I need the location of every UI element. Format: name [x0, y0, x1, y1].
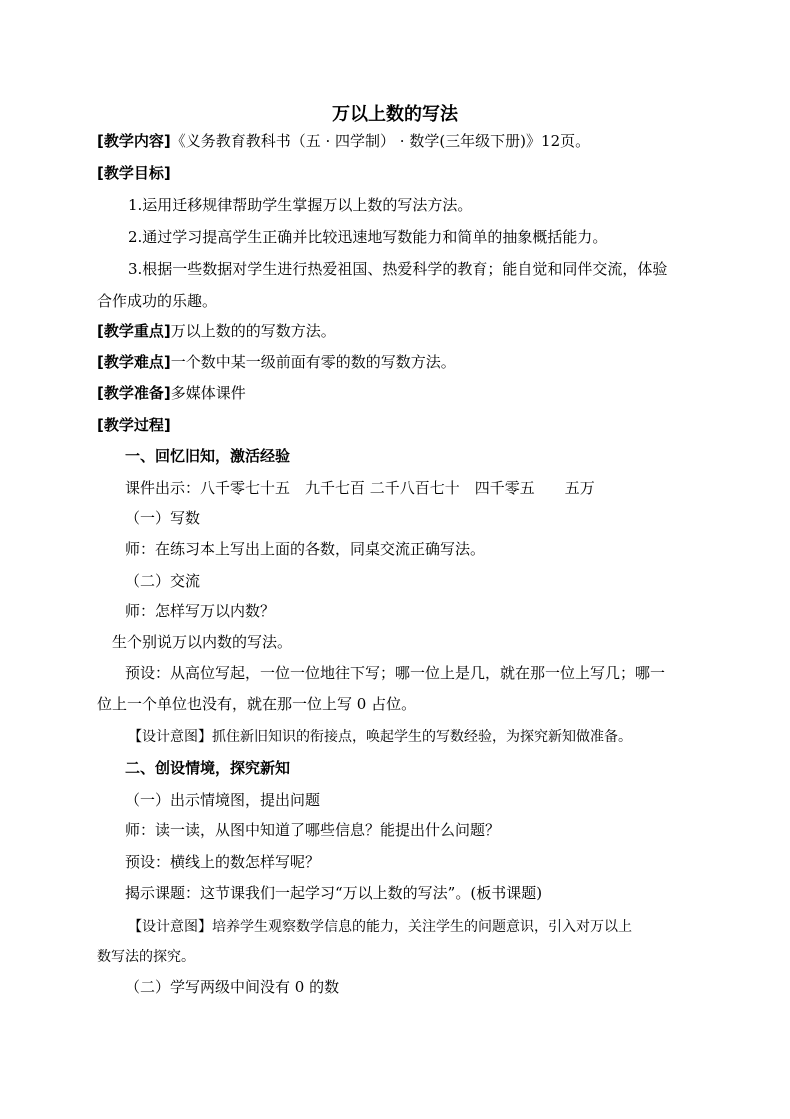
goal-item: 1.运用迁移规律帮助学生掌握万以上数的写法方法。 [128, 196, 473, 214]
design-intent-note: 【设计意图】抓住新旧知识的衔接点，唤起学生的写数经验，为探究新知做准备。 [128, 729, 632, 745]
goal-item: 合作成功的乐趣。 [97, 292, 218, 310]
goal-item: 3.根据一些数据对学生进行热爱祖国、热爱科学的教育；能自觉和同伴交流，体验 [128, 260, 668, 278]
section-line: （一）出示情境图，提出问题 [125, 791, 321, 809]
section-line: 位上一个单位也没有，就在那一位上写 0 占位。 [97, 695, 417, 713]
key-point-label: [教学重点] [97, 322, 171, 340]
content-label: [教学内容] [97, 132, 171, 150]
section-line: 师：怎样写万以内数？ [125, 602, 276, 620]
section-line: （二）学写两级中间没有 0 的数 [125, 978, 340, 996]
process-label: [教学过程] [97, 416, 171, 434]
goal-item: 2.通过学习提高学生正确并比较迅速地写数能力和简单的抽象概括能力。 [128, 228, 608, 246]
difficulty-label: [教学难点] [97, 353, 171, 371]
key-point-text: 万以上数的的写数方法。 [170, 322, 336, 340]
prep-text: 多媒体课件 [170, 384, 246, 402]
section-heading: 二、创设情境，探究新知 [125, 759, 291, 777]
content-line [97, 131, 590, 151]
content-text: 《义务教育教科书（五 · 四学制） · 数学(三年级下册)》12页。 [170, 132, 591, 150]
section-line: 师：读一读，从图中知道了哪些信息？能提出什么问题？ [125, 821, 501, 839]
section-line: 生个别说万以内数的写法。 [112, 633, 293, 651]
design-intent-note: 【设计意图】培养学生观察数学信息的能力，关注学生的问题意识，引入对万以上 [128, 919, 632, 935]
section-line: 师：在练习本上写出上面的各数，同桌交流正确写法。 [125, 540, 486, 558]
section-line: 课件出示：八千零七十五 九千七百 二千八百七十 四千零五 五万 [125, 479, 595, 497]
key-point-line [97, 321, 336, 341]
difficulty-text: 一个数中某一级前面有零的数的写数方法。 [170, 353, 456, 371]
goals-label: [教学目标] [97, 164, 171, 182]
difficulty-line [97, 352, 456, 372]
prep-line [97, 383, 246, 403]
section-line: 揭示课题：这节课我们一起学习“万以上数的写法”。(板书课题) [125, 884, 543, 902]
prep-label: [教学准备] [97, 384, 171, 402]
page-title: 万以上数的写法 [332, 104, 458, 125]
section-line: 预设：从高位写起，一位一位地往下写；哪一位上是几，就在那一位上写几；哪一 [125, 664, 666, 682]
design-intent-note: 数写法的探究。 [97, 949, 195, 965]
section-line: （二）交流 [125, 572, 201, 590]
section-line: 预设：横线上的数怎样写呢？ [125, 853, 321, 871]
section-line: （一）写数 [125, 509, 201, 527]
section-heading: 一、回忆旧知，激活经验 [125, 447, 291, 465]
